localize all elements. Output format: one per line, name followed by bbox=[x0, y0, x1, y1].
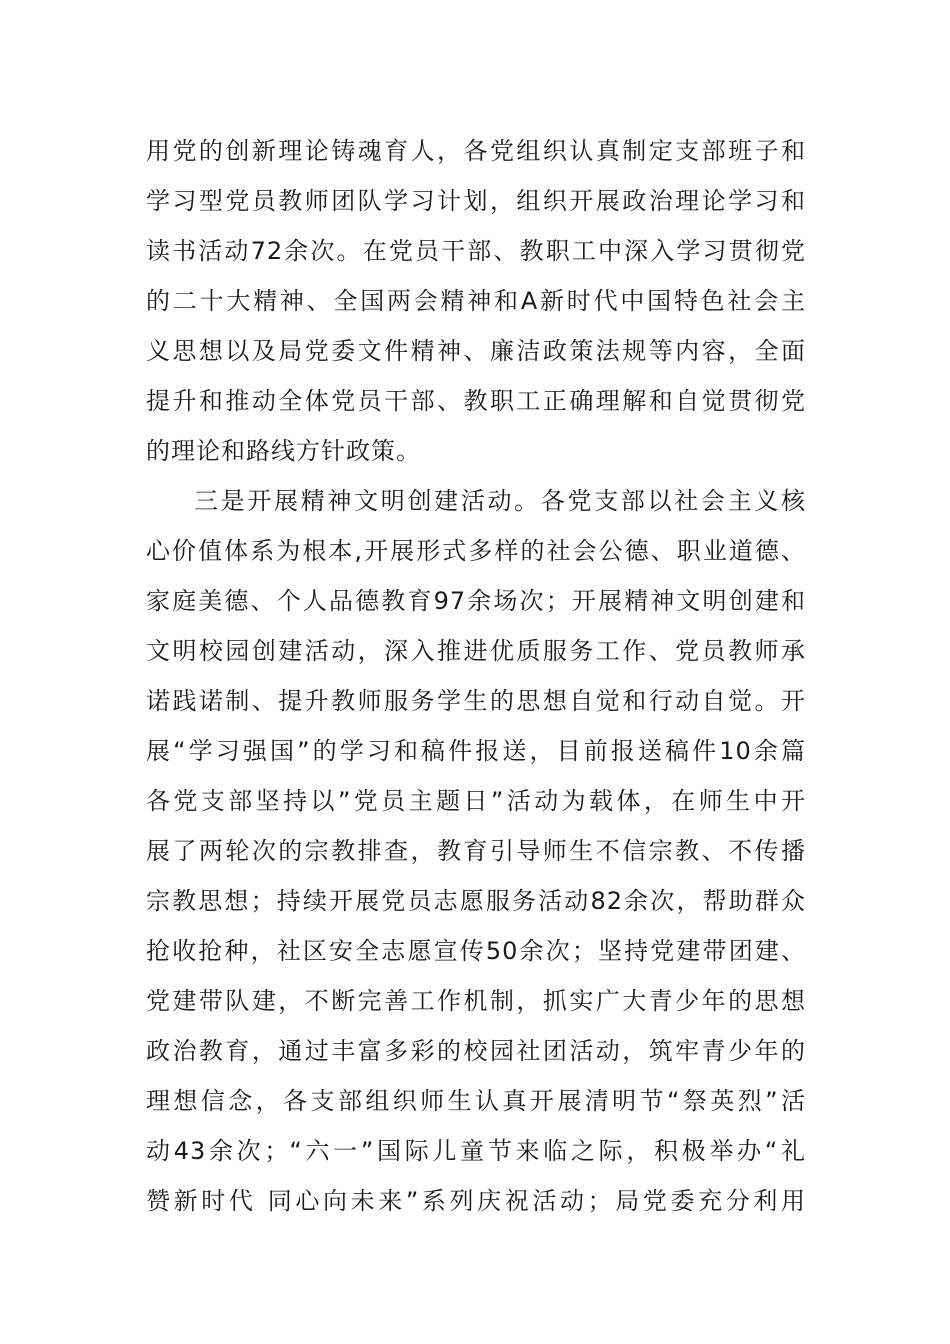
document-body bbox=[146, 126, 806, 1226]
paragraph-2 bbox=[146, 476, 806, 1226]
text-line: 读书活动72余次。在党员干部、教职工中深入学习贯彻党 bbox=[146, 237, 806, 265]
text-line: 提升和推动全体党员干部、教职工正确理解和自觉贯彻党 bbox=[146, 387, 806, 415]
text-line: 党建带队建，不断完善工作机制，抓实广大青少年的思想 bbox=[146, 987, 806, 1015]
paragraph-1 bbox=[146, 126, 806, 476]
text-line: 宗教思想；持续开展党员志愿服务活动82余次，帮助群众 bbox=[146, 887, 806, 915]
text-line: 理想信念，各支部组织师生认真开展清明节“祭英烈”活 bbox=[146, 1087, 806, 1115]
text-line: 三是开展精神文明创建活动。各党支部以社会主义核 bbox=[194, 487, 806, 515]
text-line: 的理论和路线方针政策。 bbox=[146, 437, 421, 465]
text-line: 抢收抢种，社区安全志愿宣传50余次；坚持党建带团建、 bbox=[146, 937, 806, 965]
text-line: 政治教育，通过丰富多彩的校园社团活动，筑牢青少年的 bbox=[146, 1037, 806, 1065]
text-line: 义思想以及局党委文件精神、廉洁政策法规等内容，全面 bbox=[146, 337, 806, 365]
text-line: 展了两轮次的宗教排查，教育引导师生不信宗教、不传播 bbox=[146, 837, 806, 865]
text-line: 动43余次；“六一”国际儿童节来临之际，积极举办“礼 bbox=[146, 1137, 806, 1165]
text-line: 诺践诺制、提升教师服务学生的思想自觉和行动自觉。开 bbox=[146, 687, 806, 715]
text-line: 的二十大精神、全国两会精神和A新时代中国特色社会主 bbox=[146, 287, 806, 315]
text-line: 家庭美德、个人品德教育97余场次；开展精神文明创建和 bbox=[146, 587, 806, 615]
text-line: 各党支部坚持以”党员主题日”活动为载体，在师生中开 bbox=[146, 787, 806, 815]
text-line: 用党的创新理论铸魂育人，各党组织认真制定支部班子和 bbox=[146, 137, 806, 165]
text-line: 赞新时代 同心向未来”系列庆祝活动；局党委充分利用 bbox=[146, 1187, 806, 1215]
text-line: 文明校园创建活动，深入推进优质服务工作、党员教师承 bbox=[146, 637, 806, 665]
text-line: 心价值体系为根本,开展形式多样的社会公德、职业道德、 bbox=[146, 537, 806, 565]
text-line: 学习型党员教师团队学习计划，组织开展政治理论学习和 bbox=[146, 187, 806, 215]
text-line: 展“学习强国”的学习和稿件报送，目前报送稿件10余篇 bbox=[146, 737, 806, 765]
